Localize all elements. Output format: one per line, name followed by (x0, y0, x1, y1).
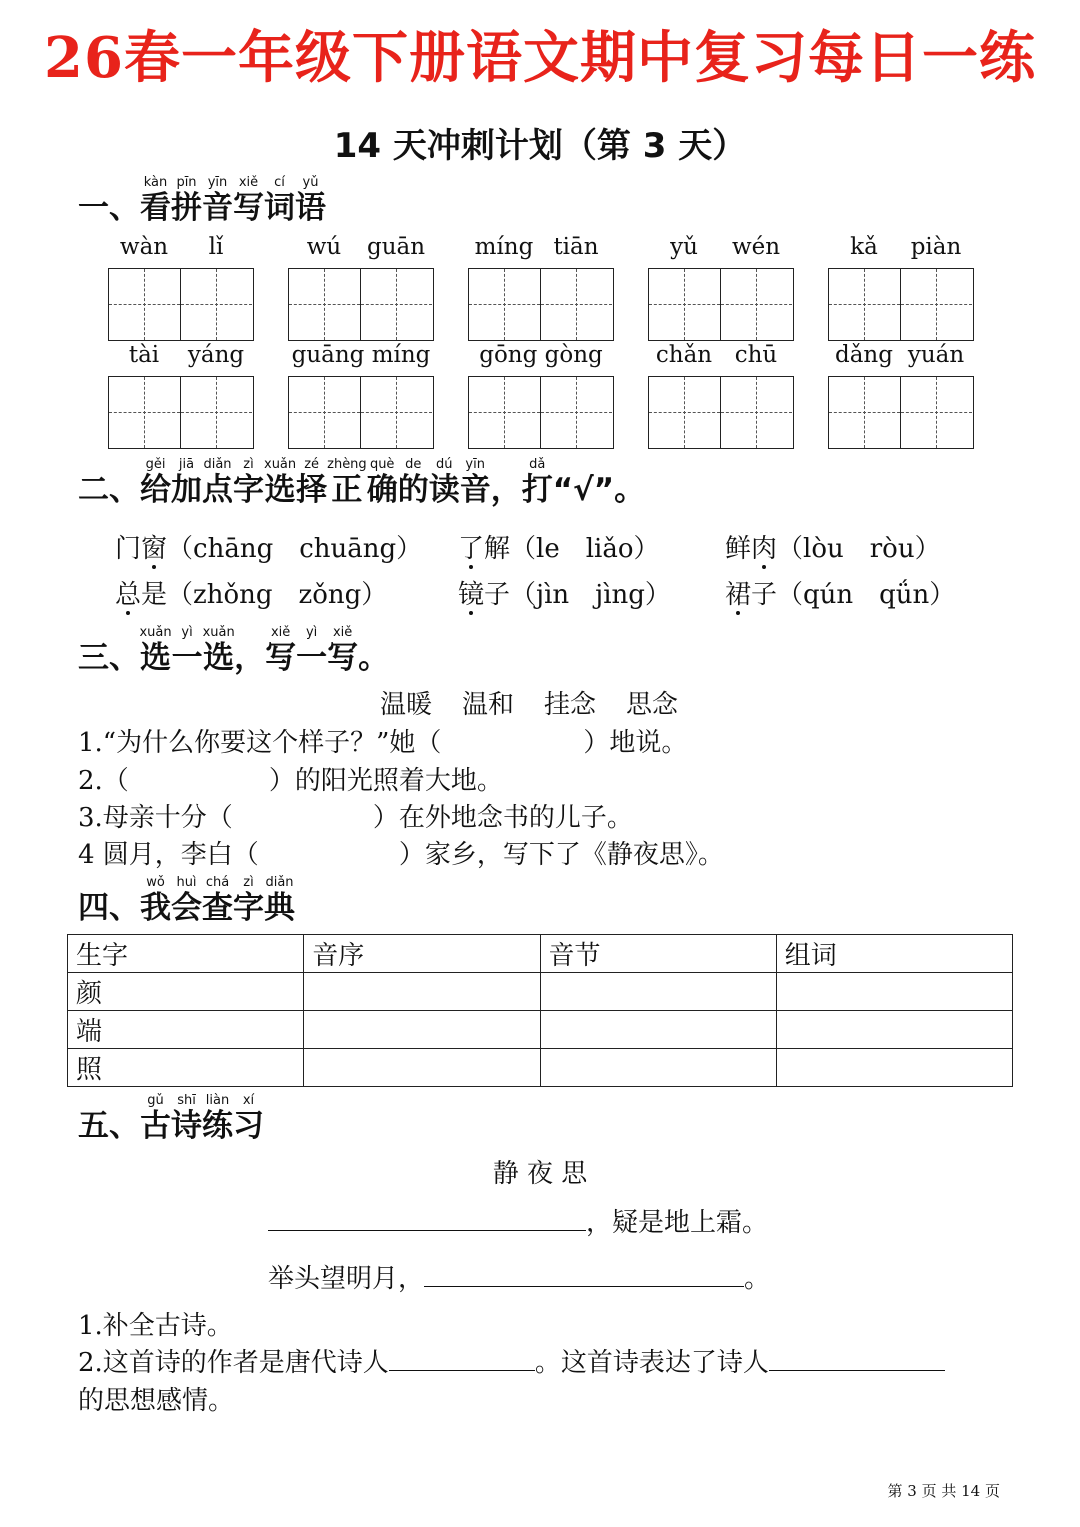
heading-pinyin: pīn (171, 175, 202, 190)
heading-pinyin: yīn (202, 175, 233, 190)
heading-char (140, 175, 171, 226)
answer-cell[interactable] (540, 1011, 776, 1049)
heading-pinyin: liàn (202, 1093, 233, 1108)
pinyin-options[interactable]: （le liǎo） (510, 534, 660, 564)
section-number: 三、 (78, 640, 140, 676)
heading-char (140, 875, 171, 926)
heading-punctuation: ， (490, 472, 522, 508)
heading-char (296, 625, 328, 676)
heading-char (264, 457, 297, 508)
heading-char (366, 457, 398, 508)
heading-hanzi: 看 (140, 190, 171, 226)
heading-char (233, 457, 264, 508)
heading-pinyin: diǎn (202, 457, 233, 472)
writing-cell[interactable] (289, 269, 361, 340)
heading-pinyin: zì (233, 457, 264, 472)
heading-pinyin: xuǎn (202, 625, 235, 640)
pinyin-label: guān (366, 234, 426, 260)
heading-char (171, 457, 202, 508)
heading-pinyin: xiě (265, 625, 297, 640)
heading-char (202, 175, 233, 226)
heading-char (265, 625, 297, 676)
heading-char (140, 1093, 171, 1144)
heading-hanzi: 诗 (171, 1108, 202, 1144)
heading-pinyin: xuǎn (139, 625, 172, 640)
heading-pinyin: yǔ (295, 175, 326, 190)
word-char: 子 (751, 580, 778, 610)
pinyin-label: wén (731, 234, 781, 260)
question-text: 3.母亲十分（ (78, 803, 233, 833)
heading-hanzi: 语 (295, 190, 326, 226)
heading-pinyin: diǎn (264, 875, 295, 890)
answer-cell[interactable] (776, 1011, 1012, 1049)
answer-blank[interactable] (268, 1208, 586, 1231)
section-4-ruby (140, 875, 295, 926)
pinyin-label: chū (734, 342, 778, 368)
pinyin-label: wú (306, 234, 342, 260)
word-char: 鲜 (725, 534, 752, 564)
heading-hanzi: 一 (296, 640, 328, 676)
writing-cell[interactable] (109, 377, 181, 448)
writing-cell[interactable] (181, 377, 252, 448)
writing-cell[interactable] (829, 377, 901, 448)
poem-line-2 (268, 1258, 770, 1295)
section-number: 四、 (78, 890, 140, 926)
heading-char (233, 175, 264, 226)
heading-hanzi: 选 (202, 640, 235, 676)
writing-cell[interactable] (361, 377, 432, 448)
section-number: 一、 (78, 190, 140, 226)
heading-hanzi: 写 (327, 640, 359, 676)
heading-hanzi: 拼 (171, 190, 202, 226)
heading-hanzi: 习 (233, 1108, 264, 1144)
heading-char (233, 875, 264, 926)
heading-pinyin: yì (296, 625, 328, 640)
heading-pinyin: què (366, 457, 398, 472)
pinyin-options[interactable]: （lòu ròu） (777, 534, 941, 564)
worksheet-subtitle: 14 天冲刺计划（第 3 天） (333, 126, 747, 166)
poem-question-2 (78, 1342, 945, 1379)
writing-cell[interactable] (649, 269, 721, 340)
heading-pinyin: zé (296, 457, 328, 472)
pinyin-label: piàn (910, 234, 962, 260)
column-header: 组词 (776, 935, 1012, 973)
column-header: 生字 (68, 935, 304, 973)
heading-char (264, 875, 295, 926)
question-text: ）地说。 (583, 728, 688, 758)
heading-char (428, 457, 460, 508)
heading-pinyin: shī (171, 1093, 202, 1108)
writing-cell[interactable] (469, 377, 541, 448)
heading-hanzi: 音 (202, 190, 233, 226)
heading-char (521, 457, 553, 508)
heading-char (202, 625, 235, 676)
word-bank (380, 684, 678, 721)
question-text: ）的阳光照着大地。 (268, 766, 503, 796)
tianzige-box (828, 376, 974, 449)
word-char: 门 (115, 534, 142, 564)
word-char: 镜 (458, 574, 484, 611)
question-text: 。这首诗表达了诗人 (534, 1348, 769, 1378)
heading-char (202, 875, 233, 926)
tianzige-box (648, 376, 794, 449)
question-text: 4 圆月，李白（ (78, 840, 259, 870)
poem-question-1: 1.补全古诗。 (78, 1311, 233, 1341)
heading-pinyin: zhèng (327, 457, 367, 472)
poem-line-1 (268, 1202, 768, 1239)
heading-hanzi: 点 (202, 472, 233, 508)
heading-pinyin: xuǎn (264, 457, 297, 472)
answer-cell[interactable] (304, 973, 540, 1011)
heading-pinyin: de (397, 457, 429, 472)
heading-pinyin: jiā (171, 457, 202, 472)
pinyin-label: yǔ (670, 234, 698, 260)
word-char: 总 (115, 574, 141, 611)
heading-char (264, 175, 295, 226)
heading-char (171, 875, 202, 926)
section-3-heading (78, 626, 389, 677)
word-option: 挂念 (544, 690, 597, 720)
heading-hanzi: 加 (171, 472, 202, 508)
heading-char (233, 1093, 264, 1144)
word-option: 温和 (462, 690, 515, 720)
heading-hanzi: 写 (265, 640, 297, 676)
answer-blank[interactable] (389, 1348, 535, 1371)
heading-punctuation: ， (234, 640, 266, 676)
dictionary-table (67, 934, 1013, 1087)
word-char: 子 (484, 580, 511, 610)
heading-char (296, 457, 328, 508)
question-text: ）在外地念书的儿子。 (372, 803, 633, 833)
section-5-heading (78, 1094, 264, 1145)
poem-question-2-tail: 的思想感情。 (78, 1386, 235, 1416)
tianzige-box (468, 376, 614, 449)
pinyin-label: yuán (907, 342, 965, 368)
pronunciation-item (725, 574, 955, 611)
section-1-ruby (140, 175, 326, 226)
heading-hanzi: 会 (171, 890, 202, 926)
fill-question-3 (78, 797, 633, 834)
heading-hanzi: 查 (202, 890, 233, 926)
writing-cell[interactable] (901, 269, 972, 340)
column-header: 音节 (540, 935, 776, 973)
question-text: ）家乡，写下了《静夜思》。 (398, 840, 724, 870)
heading-hanzi: 择 (296, 472, 328, 508)
section-number: 五、 (78, 1108, 140, 1144)
question-text: 2.这首诗的作者是唐代诗人 (78, 1348, 389, 1378)
heading-pinyin: xiě (327, 625, 359, 640)
pinyin-label: tiān (553, 234, 599, 260)
answer-blank[interactable] (769, 1348, 945, 1371)
table-row (68, 1049, 1013, 1087)
section-5-ruby (140, 1093, 264, 1144)
word-char: 了 (458, 528, 484, 565)
answer-cell[interactable] (776, 1049, 1012, 1087)
word-char: 肉 (751, 528, 777, 565)
pinyin-options[interactable]: （qún qǘn） (777, 580, 956, 610)
writing-cell[interactable] (649, 377, 721, 448)
heading-char (327, 625, 359, 676)
poem-text: 举头望明月， (268, 1264, 425, 1294)
heading-hanzi: 一 (171, 640, 203, 676)
heading-pinyin: wǒ (140, 875, 171, 890)
fill-question-4 (78, 834, 724, 871)
heading-hanzi: 写 (233, 190, 264, 226)
heading-pinyin: xiě (233, 175, 264, 190)
heading-char (397, 457, 429, 508)
writing-cell[interactable] (829, 269, 901, 340)
heading-pinyin: dǎ (521, 457, 553, 472)
heading-pinyin: yīn (459, 457, 491, 472)
heading-pinyin: yì (171, 625, 203, 640)
answer-cell[interactable] (776, 973, 1012, 1011)
tianzige-box (288, 268, 434, 341)
pinyin-label: míng (474, 234, 534, 260)
heading-hanzi: 练 (202, 1108, 233, 1144)
char-cell: 照 (68, 1049, 304, 1087)
word-char: 是 (141, 580, 168, 610)
heading-char (459, 457, 491, 508)
heading-pinyin: xí (233, 1093, 264, 1108)
answer-cell[interactable] (540, 973, 776, 1011)
pinyin-label: guāng míng (291, 342, 431, 368)
char-cell: 颜 (68, 973, 304, 1011)
heading-hanzi: 词 (264, 190, 295, 226)
pinyin-label: kǎ (850, 234, 878, 260)
word-char: 窗 (141, 528, 167, 565)
writing-cell[interactable] (361, 269, 432, 340)
fill-question-2 (78, 760, 503, 797)
answer-cell[interactable] (304, 1049, 540, 1087)
heading-hanzi: 古 (140, 1108, 171, 1144)
writing-cell[interactable] (721, 377, 792, 448)
heading-pinyin: kàn (140, 175, 171, 190)
heading-char (171, 175, 202, 226)
heading-hanzi: 的 (397, 472, 429, 508)
pinyin-label: dǎng (835, 342, 893, 368)
answer-cell[interactable] (540, 1049, 776, 1087)
column-header: 音序 (304, 935, 540, 973)
heading-pinyin: huì (171, 875, 202, 890)
section-1-heading (78, 176, 326, 227)
heading-hanzi: 选 (139, 640, 172, 676)
heading-pinyin: gěi (140, 457, 171, 472)
heading-pinyin: zì (233, 875, 264, 890)
tianzige-box (108, 376, 254, 449)
heading-pinyin: chá (202, 875, 233, 890)
section-4-heading (78, 876, 295, 927)
heading-punctuation: 。 (358, 640, 390, 676)
pinyin-options[interactable]: （jìn jìng） (510, 580, 671, 610)
pinyin-label: yáng (187, 342, 245, 368)
writing-cell[interactable] (469, 269, 541, 340)
poem-text: 。 (744, 1264, 771, 1294)
heading-hanzi: 正 (327, 472, 367, 508)
heading-char (202, 457, 233, 508)
writing-cell[interactable] (901, 377, 972, 448)
heading-hanzi: 给 (140, 472, 171, 508)
question-text: 2.（ (78, 766, 129, 796)
pinyin-label: wàn (119, 234, 169, 260)
poem-title: 静 夜 思 (492, 1159, 588, 1189)
word-char: 裙 (725, 574, 751, 611)
heading-char (139, 625, 172, 676)
heading-char (202, 1093, 233, 1144)
table-header-row (68, 935, 1013, 973)
heading-hanzi: 选 (264, 472, 297, 508)
pinyin-options[interactable]: （zhǒng zǒng） (167, 580, 388, 610)
section-2-tail: “√”。 (552, 472, 646, 508)
word-char: 解 (484, 534, 511, 564)
heading-char (171, 1093, 202, 1144)
heading-hanzi: 音 (459, 472, 491, 508)
section-number: 二、 (78, 472, 140, 508)
writing-cell[interactable] (289, 377, 361, 448)
tianzige-box (288, 376, 434, 449)
char-cell: 端 (68, 1011, 304, 1049)
heading-pinyin: dú (428, 457, 460, 472)
section-2-heading (78, 458, 645, 509)
pronunciation-item (115, 574, 387, 611)
heading-char (295, 175, 326, 226)
question-text: 1.“为什么你要这个样子？”她（ (78, 728, 442, 758)
pronunciation-item (458, 574, 671, 611)
pronunciation-item (458, 528, 660, 565)
writing-cell[interactable] (541, 269, 612, 340)
worksheet-title: 26春一年级下册语文期中复习每日一练 (44, 25, 1036, 91)
heading-pinyin: cí (264, 175, 295, 190)
writing-cell[interactable] (109, 269, 181, 340)
heading-hanzi: 打 (521, 472, 553, 508)
tianzige-box (108, 268, 254, 341)
answer-cell[interactable] (304, 1011, 540, 1049)
word-option: 思念 (626, 690, 679, 720)
pronunciation-item (115, 528, 422, 565)
heading-hanzi: 典 (264, 890, 295, 926)
word-option: 温暖 (380, 690, 433, 720)
heading-pinyin: gǔ (140, 1093, 171, 1108)
writing-cell[interactable] (541, 377, 612, 448)
heading-hanzi: 读 (428, 472, 460, 508)
heading-char (327, 457, 367, 508)
answer-blank[interactable] (424, 1264, 744, 1287)
page-number: 第 3 页 共 14 页 (887, 1482, 1000, 1500)
heading-hanzi: 字 (233, 472, 264, 508)
heading-char (171, 625, 203, 676)
pinyin-label: tài (128, 342, 160, 368)
heading-char (140, 457, 171, 508)
pinyin-label: chǎn (655, 342, 713, 368)
heading-hanzi: 确 (366, 472, 398, 508)
tianzige-box (648, 268, 794, 341)
writing-cell[interactable] (721, 269, 792, 340)
poem-text: ，疑是地上霜。 (586, 1208, 769, 1238)
pinyin-label: gōng gòng (479, 342, 603, 368)
writing-cell[interactable] (181, 269, 252, 340)
heading-hanzi: 我 (140, 890, 171, 926)
pinyin-label: lǐ (208, 234, 224, 260)
tianzige-box (468, 268, 614, 341)
pinyin-options[interactable]: （chāng chuāng） (167, 534, 423, 564)
section-3-ruby (139, 625, 390, 676)
table-row (68, 1011, 1013, 1049)
pronunciation-item (725, 528, 941, 565)
tianzige-box (828, 268, 974, 341)
section-2-ruby (140, 457, 553, 508)
heading-hanzi: 字 (233, 890, 264, 926)
table-row (68, 973, 1013, 1011)
fill-question-1 (78, 722, 687, 759)
